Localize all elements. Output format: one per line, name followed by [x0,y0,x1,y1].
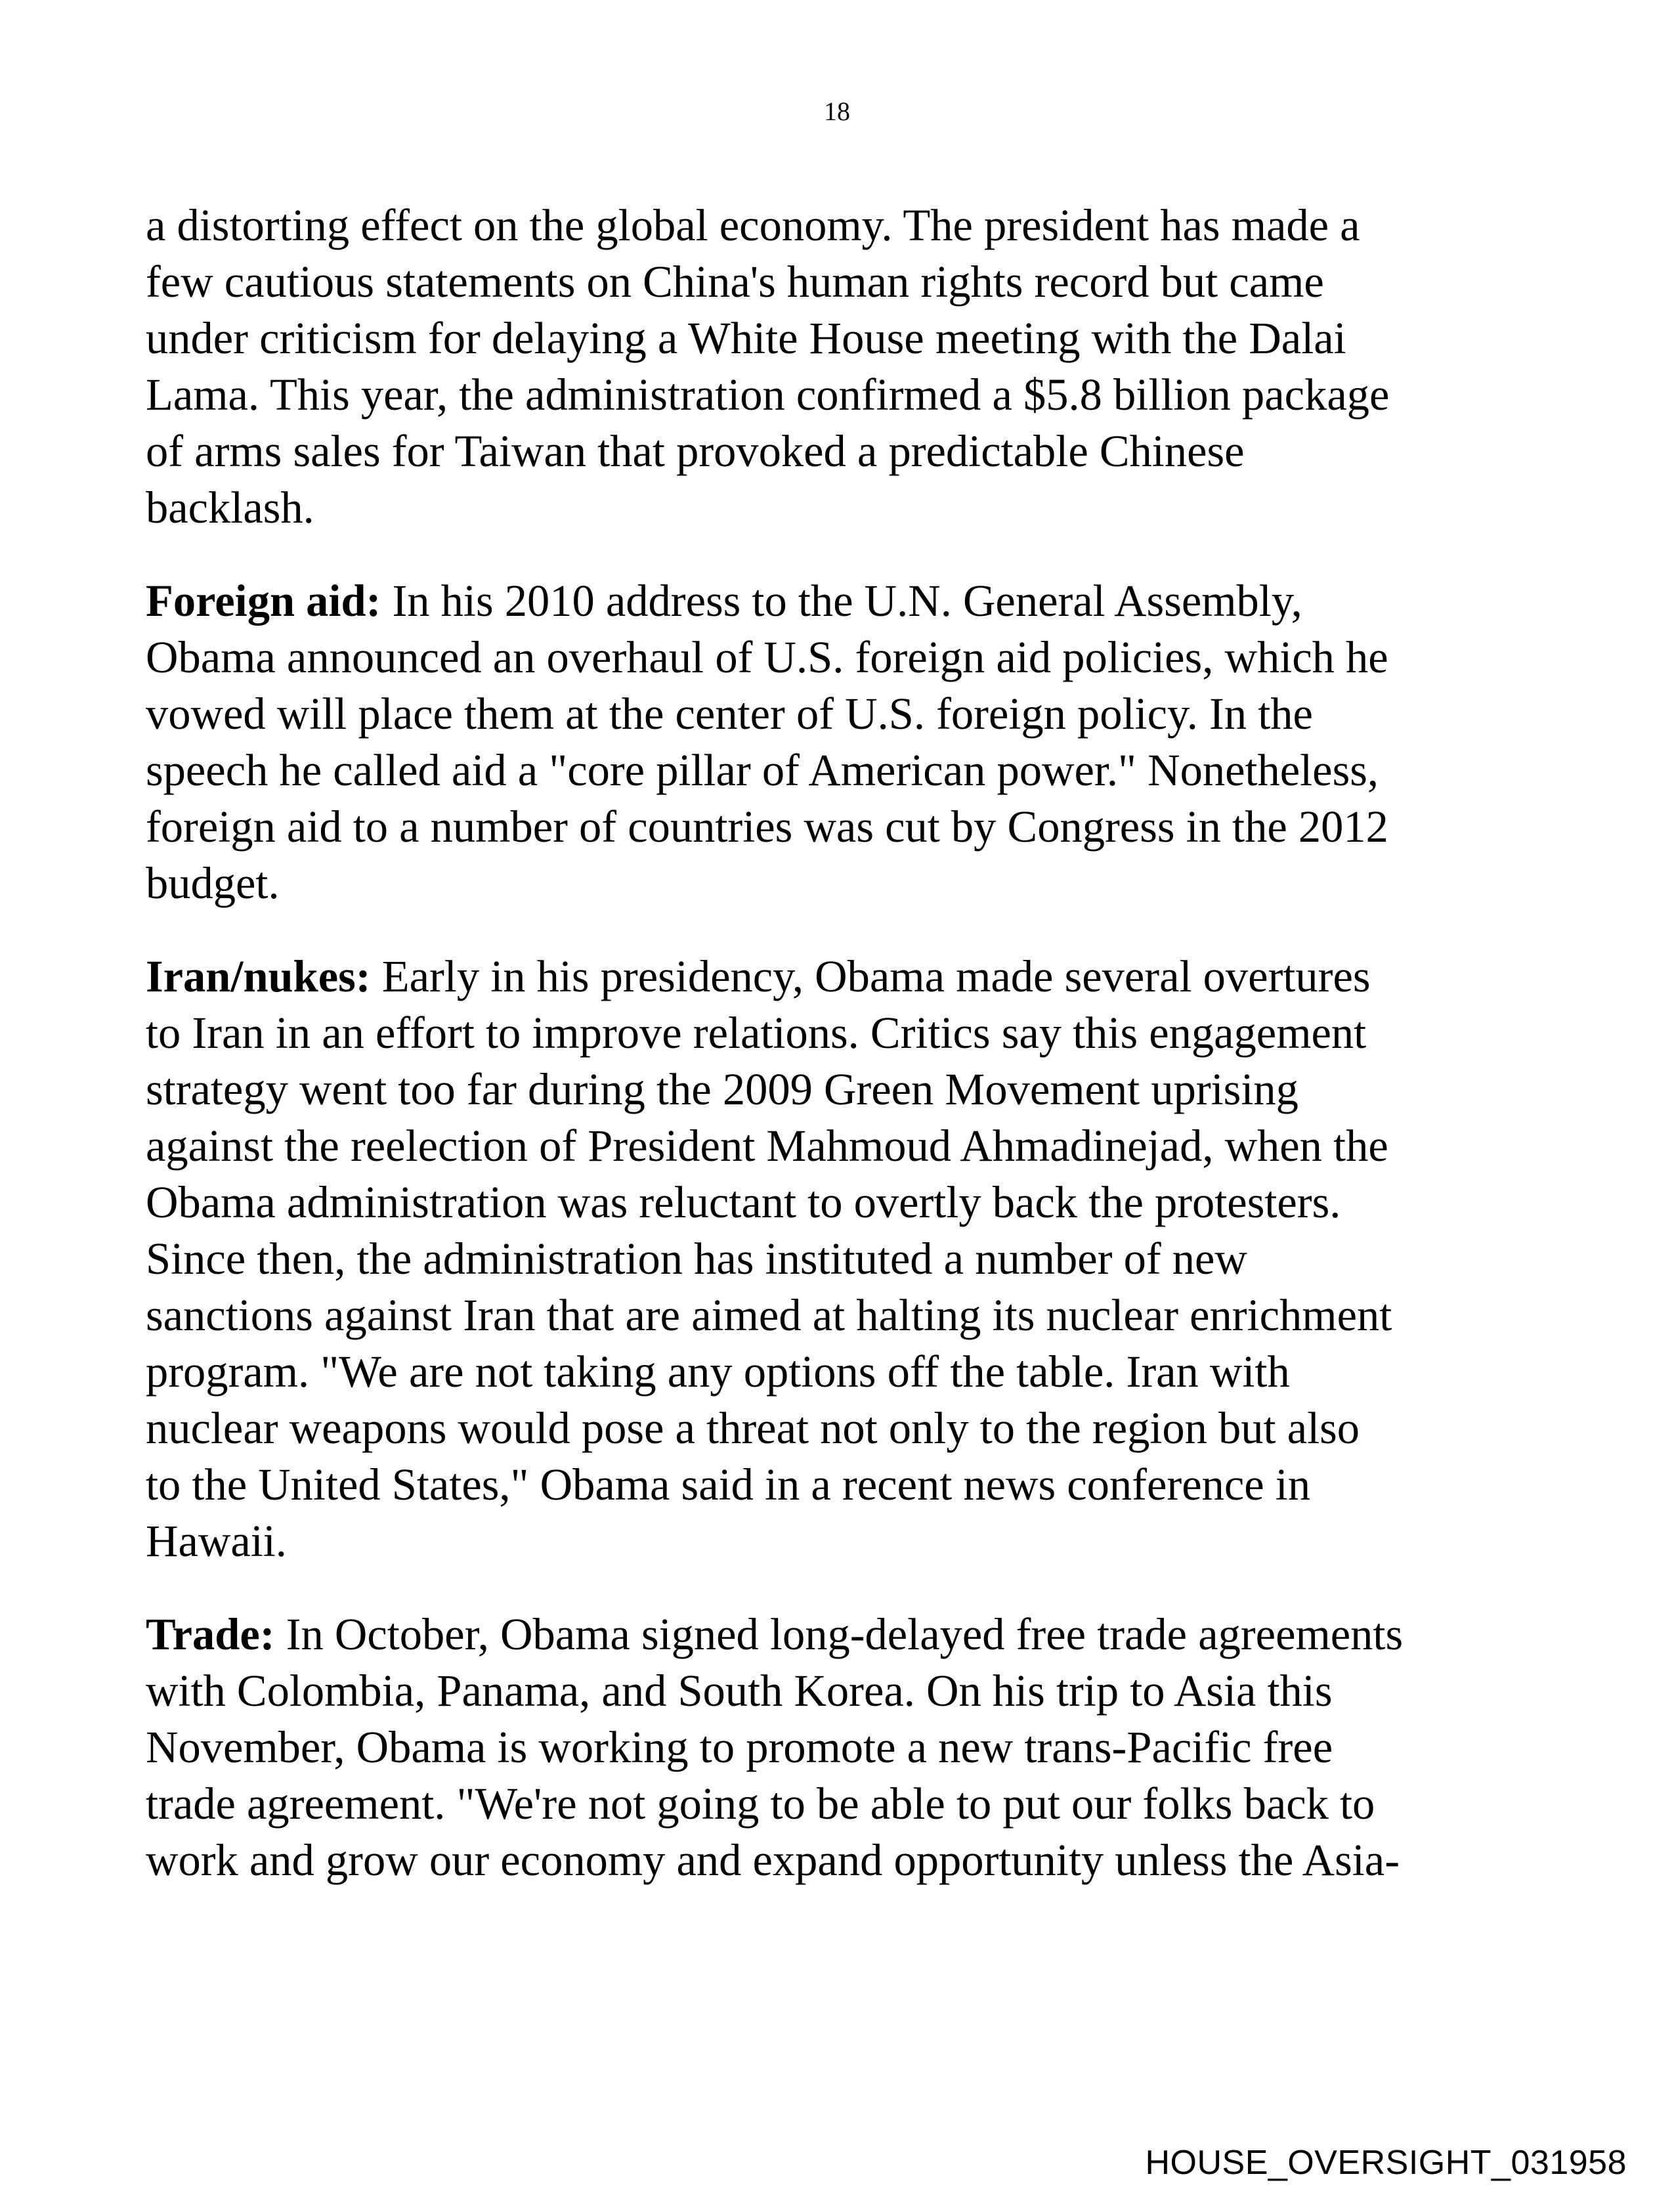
p4-line: with Colombia, Panama, and South Korea. On his trip to Asia this [146,1666,1333,1716]
p3-line: to Iran in an effort to improve relations. Critics say this engagement [146,1008,1367,1058]
p4-line: trade agreement. "We're not going to be able to put our folks back to [146,1779,1375,1829]
p4-line-text: In October, Obama signed long-delayed free trade agreements [274,1609,1404,1659]
p3-line: Hawaii. [146,1516,287,1566]
p3-line: Obama administration was reluctant to overtly back the protesters. [146,1177,1341,1227]
p4-line: November, Obama is working to promote a new trans-Pacific free [146,1722,1333,1772]
p3-line: strategy went too far during the 2009 Green Movement uprising [146,1064,1298,1114]
p1-line: under criticism for delaying a White House meeting with the Dalai [146,313,1346,363]
p2-line: foreign aid to a number of countries was cut by Congress in the 2012 [146,802,1388,852]
p1-line: few cautious statements on China's human rights record but came [146,257,1324,307]
p3-line: nuclear weapons would pose a threat not only to the region but also [146,1403,1360,1453]
p3-line: against the reelection of President Mahmoud Ahmadinejad, when the [146,1121,1388,1171]
p2-line: Obama announced an overhaul of U.S. foreign aid policies, which he [146,632,1388,682]
p4-line: work and grow our economy and expand opportunity unless the Asia- [146,1835,1400,1885]
p3-first-line [146,948,1371,1005]
p1-line: of arms sales for Taiwan that provoked a predictable Chinese [146,426,1245,476]
p4-lead-heading: Trade: [146,1609,275,1659]
p2-first-line [146,573,1302,629]
p3-line: to the United States," Obama said in a recent news conference in [146,1460,1311,1509]
p2-line: speech he called aid a "core pillar of American power." Nonetheless, [146,745,1379,795]
p4-first-line [146,1606,1403,1662]
p2-lead-heading: Foreign aid: [146,576,381,626]
p1-line: Lama. This year, the administration confirmed a $5.8 billion package [146,370,1390,420]
p1-line: backlash. [146,483,314,532]
p2-line: vowed will place them at the center of U.S. foreign policy. In the [146,689,1313,739]
p3-line: Since then, the administration has instituted a number of new [146,1234,1247,1284]
p3-line-text: Early in his presidency, Obama made several overtures [370,951,1371,1001]
p3-line: sanctions against Iran that are aimed at halting its nuclear enrichment [146,1290,1392,1340]
bates-number: HOUSE_OVERSIGHT_031958 [1145,2144,1627,2182]
p2-line-text: In his 2010 address to the U.N. General Assembly, [381,576,1302,626]
p2-line: budget. [146,858,280,908]
page-number: 18 [824,97,850,126]
p3-lead-heading: Iran/nukes: [146,951,371,1001]
p1-line: a distorting effect on the global economy. The president has made a [146,200,1360,250]
p3-line: program. "We are not taking any options off the table. Iran with [146,1347,1290,1397]
